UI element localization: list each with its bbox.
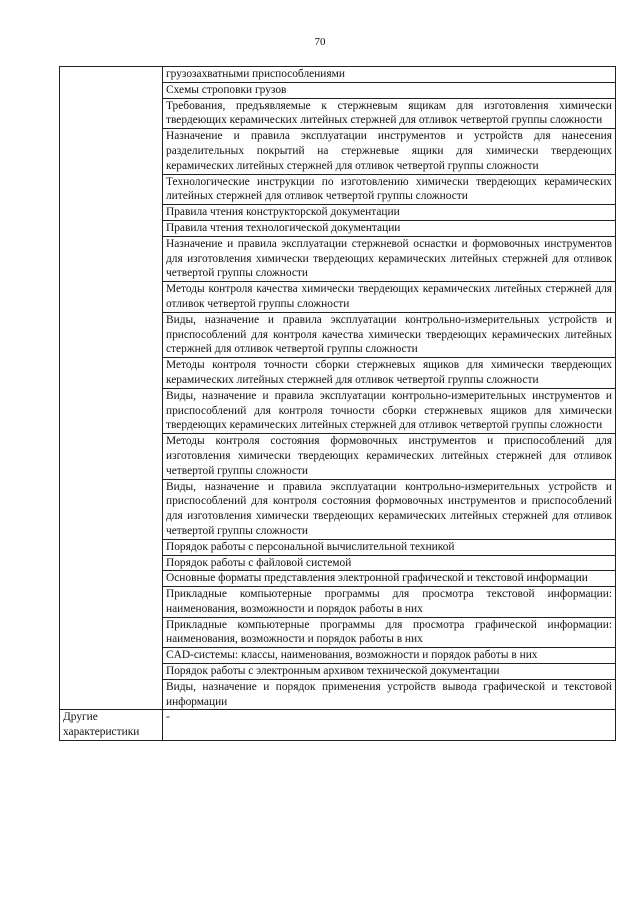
knowledge-item: Прикладные компьютерные программы для просмотра графической информации: наименования, возможности и порядок работы в них [163,617,616,648]
knowledge-item: Методы контроля точности сборки стержневых ящиков для химически твердеющих керамических литейных стержней для отливок четвертой группы сложности [163,358,616,389]
requirements-table [59,66,616,741]
knowledge-item: Виды, назначение и правила эксплуатации контрольно-измерительных устройств и приспособлений для контроля состояния формовочных инструментов и приспособлений для изготовления химически твердеющих керамических литейных стержней для отливок четвертой группы сложности [163,479,616,539]
knowledge-item: Правила чтения конструкторской документации [163,205,616,221]
knowledge-item: Порядок работы с файловой системой [163,555,616,571]
knowledge-item: Порядок работы с персональной вычислительной техникой [163,539,616,555]
table-row [60,67,616,83]
knowledge-item: Требования, предъявляемые к стержневым ящикам для изготовления химически твердеющих керамических литейных стержней для отливок четвертой группы сложности [163,98,616,129]
other-characteristics-row [60,710,616,741]
knowledge-item: Прикладные компьютерные программы для просмотра текстовой информации: наименования, возможности и порядок работы в них [163,587,616,618]
knowledge-item: Технологические инструкции по изготовлению химически твердеющих керамических литейных стержней для отливок четвертой группы сложности [163,174,616,205]
other-characteristics-label: Другие характеристики [60,710,163,741]
knowledge-item: грузозахватными приспособлениями [163,67,616,83]
knowledge-item: Виды, назначение и правила эксплуатации контрольно-измерительных инструментов и приспособлений для контроля точности сборки стержневых ящиков для химически твердеющих керамических литейных стержней для отливок четвертой группы сложности [163,388,616,433]
knowledge-item: Методы контроля состояния формовочных инструментов и приспособлений для изготовления химически твердеющих керамических литейных стержней для отливок четвертой группы сложности [163,434,616,479]
requirements-table-body [60,67,616,741]
page-number: 70 [314,36,326,48]
other-characteristics-value: - [163,710,616,741]
empty-label-cell [60,67,163,710]
knowledge-item: Виды, назначение и правила эксплуатации контрольно-измерительных устройств и приспособлений для контроля качества химически твердеющих керамических литейных стержней для отливок четвертой группы сложности [163,312,616,357]
knowledge-item: Назначение и правила эксплуатации стержневой оснастки и формовочных инструментов для изготовления химически твердеющих керамических литейных стержней для отливок четвертой группы сложности [163,236,616,281]
knowledge-item: Схемы строповки грузов [163,82,616,98]
knowledge-item: Назначение и правила эксплуатации инструментов и устройств для нанесения разделительных покрытий на стержневые ящики для химически твердеющих керамических литейных стержней для отливок четвертой группы сложности [163,129,616,174]
knowledge-item: Порядок работы с электронным архивом технической документации [163,664,616,680]
knowledge-item: Основные форматы представления электронной графической и текстовой информации [163,571,616,587]
knowledge-item: Виды, назначение и порядок применения устройств вывода графической и текстовой информации [163,679,616,710]
knowledge-item: Правила чтения технологической документации [163,220,616,236]
knowledge-item: Методы контроля качества химически твердеющих керамических литейных стержней для отливок четвертой группы сложности [163,282,616,313]
knowledge-item: CAD-системы: классы, наименования, возможности и порядок работы в них [163,648,616,664]
